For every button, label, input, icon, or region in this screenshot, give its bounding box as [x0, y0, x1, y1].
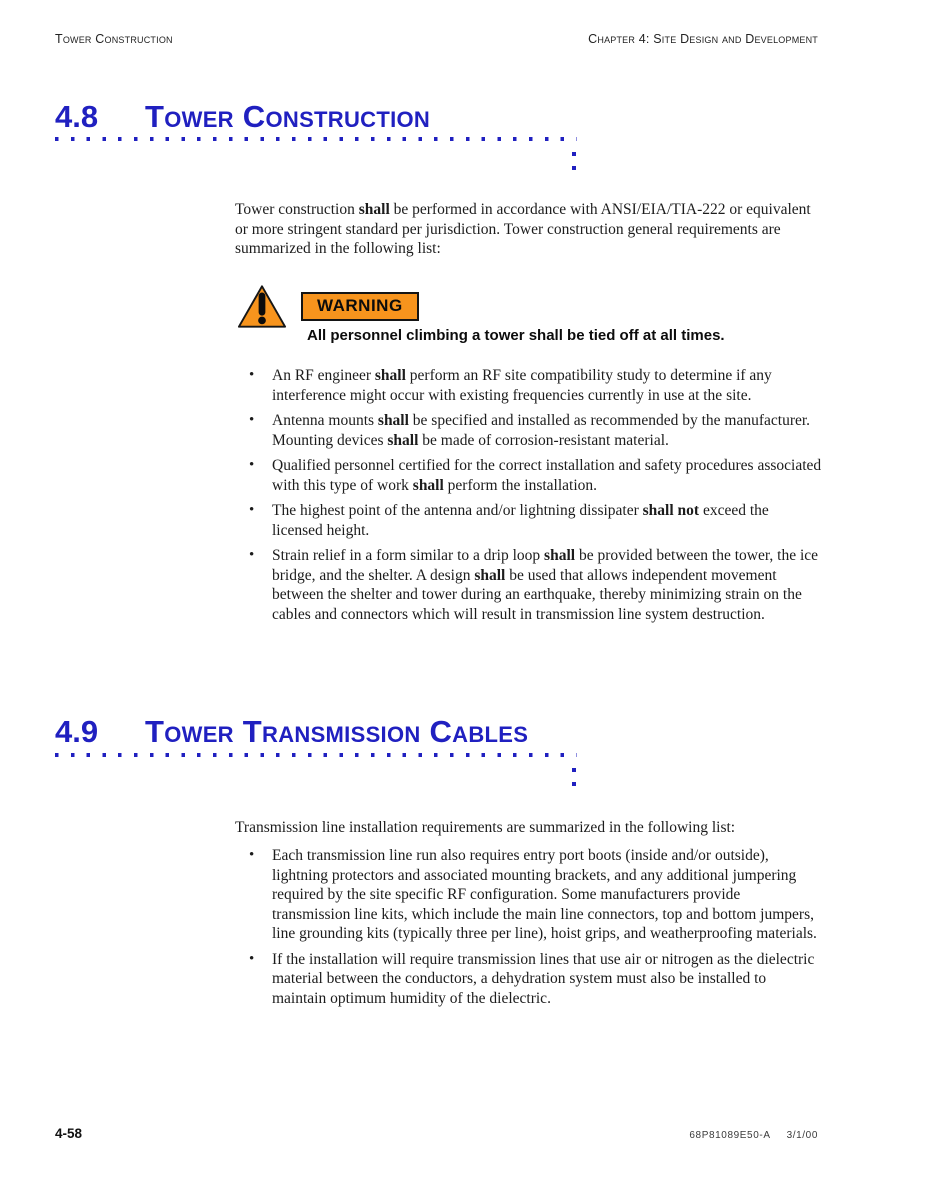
- bullet-list-4-9: [247, 846, 822, 1014]
- bullet-icon: •: [249, 502, 255, 518]
- footer-doc-ref: [689, 1130, 818, 1141]
- bullet-icon: •: [249, 847, 255, 863]
- bullet-text: If the installation will require transmission lines that use air or nitrogen as the dielectric material between the conductors, a dehydration system must also be installed to maintain optimum humidity of the dielectric.: [272, 950, 815, 1007]
- running-header-right: Chapter 4: Site Design and Development: [588, 32, 818, 46]
- bullet-item: [247, 366, 822, 405]
- leader-dot: [572, 782, 576, 786]
- leader-dot: [572, 152, 576, 156]
- intro-paragraph-4-9: Transmission line installation requirements are summarized in the following list:: [235, 819, 736, 836]
- warning-block: [237, 283, 817, 344]
- page-number: 4-58: [55, 1126, 83, 1141]
- bullet-item: [247, 456, 822, 495]
- section-number: 4.8: [55, 99, 99, 134]
- bullet-list-4-8: [247, 366, 822, 630]
- bullet-item: [247, 501, 822, 540]
- bullet-text: Antenna mounts shall be specified and installed as recommended by the manufacturer. Mounting devices shall be made of corrosion-resistant material.: [272, 412, 811, 449]
- bullet-item: [247, 546, 822, 624]
- section-heading-4-8: [55, 100, 430, 134]
- bullet-item: [247, 950, 822, 1009]
- section-heading-4-9: [55, 715, 528, 749]
- bullet-icon: •: [249, 950, 255, 967]
- bullet-icon: •: [249, 367, 255, 383]
- warning-label: WARNING: [301, 292, 419, 321]
- bullet-item: [247, 846, 822, 944]
- document-number: 68P81089E50-A: [689, 1130, 771, 1141]
- warning-triangle-icon: [237, 283, 287, 330]
- bullet-text: Strain relief in a form similar to a drip loop shall be provided between the tower, the ice bridge, and the shelter. A design shall be used that allows independent movement between the shelter and tower during an earthquake, thereby minimizing strain on the cables and connectors which will result in transmission line system destruction.: [272, 547, 819, 623]
- bullet-icon: •: [249, 457, 255, 473]
- dotted-leader: [55, 753, 577, 757]
- warning-text: All personnel climbing a tower shall be tied off at all times.: [307, 327, 725, 344]
- bullet-text: Qualified personnel certified for the correct installation and safety procedures associated with this type of work shall perform the installation.: [272, 457, 822, 494]
- leader-dot: [572, 166, 576, 170]
- bullet-text: The highest point of the antenna and/or lightning dissipater shall not exceed the licensed height.: [272, 502, 769, 539]
- running-header: [55, 32, 818, 46]
- revision-date: 3/1/00: [786, 1130, 818, 1141]
- bullet-item: [247, 411, 822, 450]
- section-title: Tower Transmission Cables: [145, 714, 529, 749]
- bullet-text: An RF engineer shall perform an RF site compatibility study to determine if any interference might occur with existing frequencies currently in use at the site.: [272, 367, 772, 404]
- bullet-icon: •: [249, 412, 255, 428]
- bullet-text: Each transmission line run also requires entry port boots (inside and/or outside), lightning protectors and associated mounting brackets, and any additional jumpering required by the site specific RF configuration. Some manufacturers provide transmission line kits, which include the main line connectors, top and bottom jumpers, line grounding kits (typically three per line), hoist grips, and weatherproofing materials.: [272, 847, 817, 942]
- leader-dot: [572, 768, 576, 772]
- intro-paragraph-4-8: Tower construction shall be performed in accordance with ANSI/EIA/TIA-222 or equivalent or more stringent standard per jurisdiction. Tower construction general requirements are summarized in the following list:: [235, 201, 811, 257]
- running-header-left: Tower Construction: [55, 32, 173, 46]
- bullet-icon: •: [249, 547, 255, 563]
- dotted-leader: [55, 137, 577, 141]
- section-title: Tower Construction: [145, 99, 431, 134]
- section-number: 4.9: [55, 714, 99, 749]
